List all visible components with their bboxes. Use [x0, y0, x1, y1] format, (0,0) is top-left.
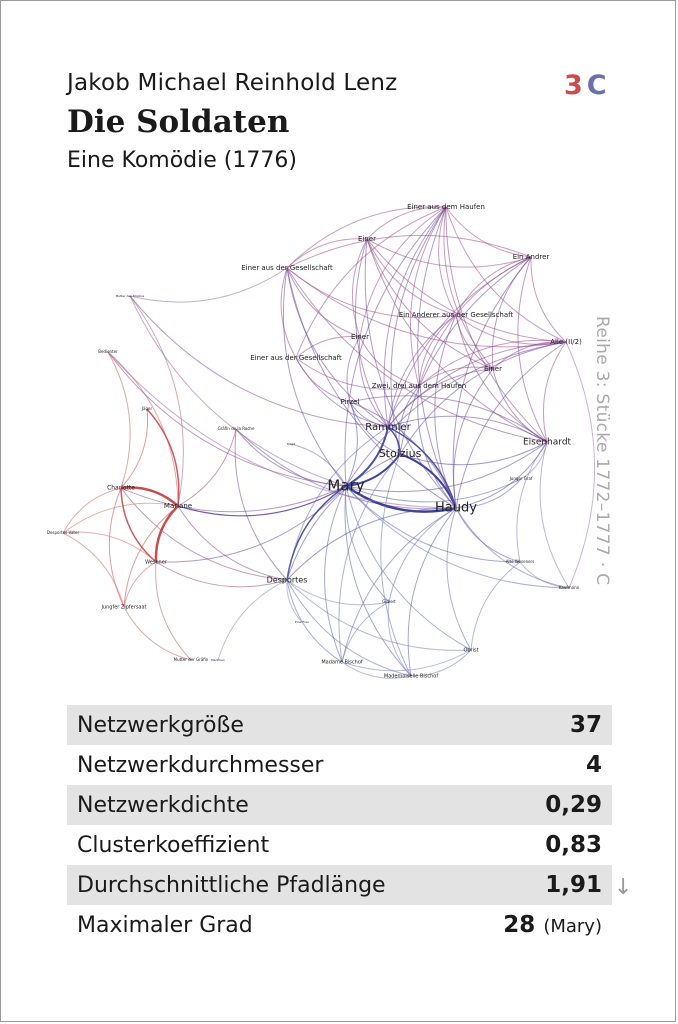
node-eisenhardt: Eisenhardt: [522, 437, 572, 448]
edge-haufen1-einandrer: [446, 207, 531, 257]
node-einandrer: Ein Andrer: [512, 253, 550, 261]
arrow-down-icon: ↓: [614, 875, 633, 900]
node-einer2: Einer: [351, 333, 369, 341]
edge-mutter-gesell1: [130, 268, 287, 302]
node-desportes: Desportes: [266, 575, 308, 585]
edge-eisenhardt-kaufmann: [540, 442, 569, 588]
node-gdr: Gräfin de la Roche: [217, 426, 255, 431]
node-jungfer: Jungfer Zipfersaat: [101, 604, 147, 611]
edge-zwei-haudy: [418, 386, 456, 508]
node-mlle: Mademoiselle Bischof: [383, 673, 439, 680]
edge-mariane-mary: [178, 486, 346, 516]
node-alte: Alte Weseners: [505, 559, 535, 564]
stat-value: 0,29: [545, 792, 602, 818]
series-badge: [564, 70, 607, 101]
node-mariane: Mariane: [163, 502, 193, 510]
node-madame: Madame Bischof: [321, 659, 363, 666]
stat-label: Netzwerkgröße: [77, 712, 244, 738]
badge-number: 3: [564, 70, 583, 101]
node-pirzel: Pirzel: [340, 398, 360, 406]
edge-charlotte-desportes: [121, 488, 287, 580]
node-rammler: Rammler: [365, 422, 411, 433]
edge-haudy-kaufmann: [456, 508, 569, 588]
node-eine_frau: Eine Frau: [295, 620, 309, 624]
node-gesell2: Einer aus der Gesellschaft: [250, 354, 342, 362]
edge-gesell1-einer2: [287, 268, 360, 337]
node-haudy: Haudy: [435, 500, 477, 516]
node-haufen1: Einer aus dem Haufen: [407, 203, 485, 211]
author: Jakob Michael Reinhold Lenz: [67, 70, 398, 96]
node-gesell1: Einer aus der Gesellschaft: [241, 264, 333, 272]
stat-row-size: [67, 705, 612, 745]
node-desportes_vater: Desportes Vater: [46, 530, 80, 535]
stat-value: 4: [585, 752, 602, 778]
edge-haudy-obrist: [447, 508, 471, 650]
edge-gilbert-mlle: [388, 602, 411, 676]
edge-alte-obrist: [471, 562, 520, 650]
edge-jungfer-desportes_vater: [63, 533, 124, 607]
stat-row-diameter: [67, 745, 612, 785]
node-zwei: Zwei, drei aus dem Haufen: [371, 382, 467, 390]
edge-haudy-mlle: [408, 508, 456, 676]
node-anderer_gesell: Ein Anderer aus der Gesellschaft: [398, 311, 514, 319]
node-stolzius: Stolzius: [378, 447, 422, 460]
edge-gesell2-pirzel: [296, 358, 350, 402]
edge-wesener-jungfer: [124, 562, 156, 607]
play-title: Die Soldaten: [67, 104, 290, 140]
edge-alle-eisenhardt: [543, 342, 566, 442]
node-einer3: Einer: [484, 365, 502, 373]
stat-label: Durchschnittliche Pfadlänge: [77, 872, 386, 898]
node-alle: Alle (II/2): [550, 338, 582, 346]
stat-label: Maximaler Grad: [77, 912, 253, 938]
stat-label: Clusterkoeffizient: [77, 832, 270, 858]
node-magd: Magd: [286, 442, 296, 446]
node-jaeger: Jäger: [141, 406, 153, 411]
stat-value-number: 28: [503, 912, 536, 938]
edge-gilbert-madame: [342, 602, 389, 662]
stat-row-maxdegree: [67, 905, 612, 945]
stat-value: [503, 912, 602, 938]
stats-table: [67, 705, 612, 945]
stat-label: Netzwerkdurchmesser: [77, 752, 324, 778]
edge-desportes-maedchen: [218, 580, 287, 660]
stat-value-note: (Mary): [543, 916, 602, 937]
play-subtitle: Eine Komödie (1776): [67, 148, 297, 173]
node-stolzius_mutter: Mutter der Gräfin: [173, 657, 209, 662]
node-junger_graf: Junger Graf: [509, 476, 533, 481]
edge-haudy-alte: [456, 508, 520, 562]
edge-mariane-gdr: [178, 429, 236, 506]
series-side-label: Reihe 3: Stücke 1772–1777 · C: [592, 316, 612, 586]
node-kaufmann: Kaufmann: [558, 585, 580, 590]
edge-mutter-mary: [130, 296, 346, 486]
node-mutter: Mutter des Stolzius: [115, 294, 145, 298]
node-bediente: Bedienter: [98, 349, 118, 354]
edge-einandrer-alle: [531, 257, 566, 342]
stat-value: 37: [569, 712, 602, 738]
edge-kaufmann-alle: [566, 342, 595, 588]
edge-haudy-madame: [342, 508, 456, 662]
stat-row-pathlength: [67, 865, 612, 905]
edge-einer1-einer2: [352, 239, 367, 337]
edge-charlotte-desportes_vater: [63, 488, 121, 533]
edge-haufen1-mary: [345, 207, 446, 486]
edge-charlotte-mary: [121, 486, 346, 512]
network-graph: [0, 190, 678, 690]
stat-value: 0,83: [545, 832, 602, 858]
nodes: [47, 203, 582, 680]
node-obrist: Obrist: [463, 647, 479, 654]
edge-bediente-mary: [108, 352, 346, 486]
stat-row-cluster: [67, 825, 612, 865]
edge-jungfer-stolzius_mutter: [124, 607, 191, 660]
stat-value: 1,91: [545, 872, 602, 898]
stat-label: Netzwerkdichte: [77, 792, 249, 818]
node-einer1: Einer: [358, 235, 376, 243]
node-gilbert: Gilbert: [382, 599, 396, 604]
stat-row-density: [67, 785, 612, 825]
node-wesener: Wesener: [145, 559, 167, 566]
node-maedchen: Mädchen: [211, 658, 225, 662]
badge-letter: C: [586, 70, 607, 101]
edge-gdr-desportes: [235, 429, 287, 580]
node-charlotte: Charlotte: [107, 484, 135, 492]
node-mary: Mary: [327, 476, 365, 495]
